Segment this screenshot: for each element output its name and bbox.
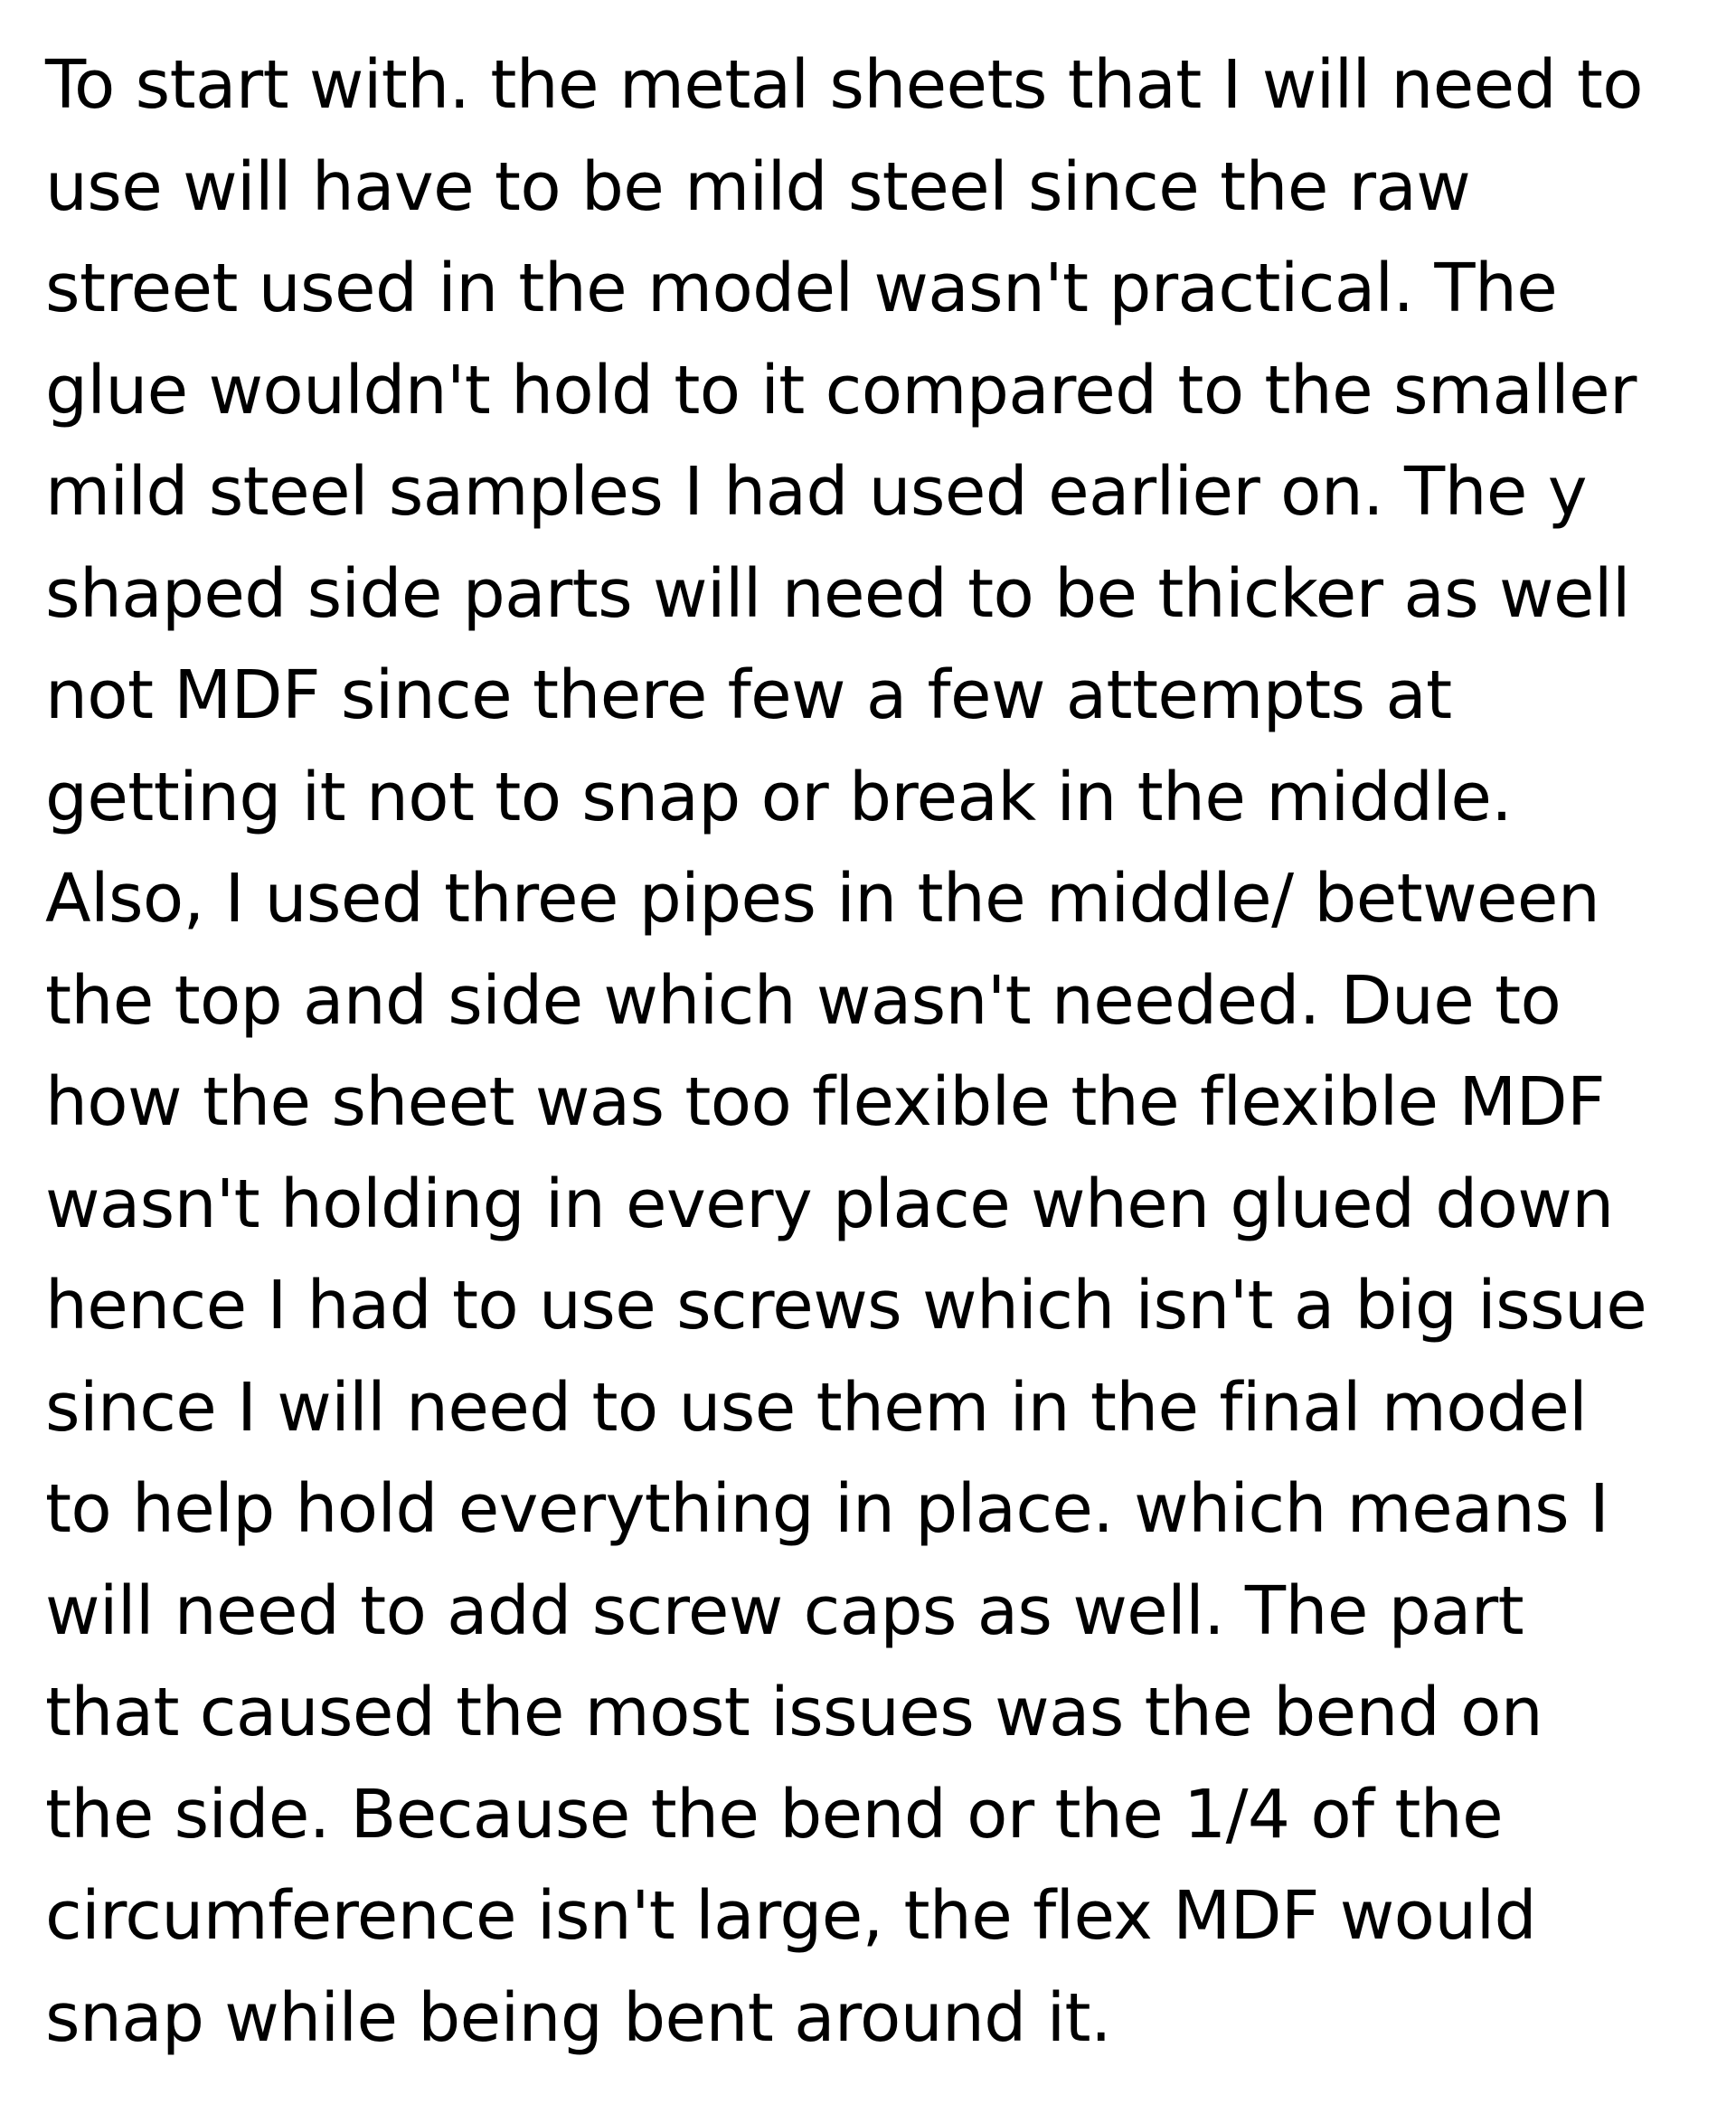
text-line: mild steel samples I had used earlier on. The y — [45, 453, 1587, 531]
text-line: since I will need to use them in the final model — [45, 1368, 1588, 1447]
text-line: not MDF since there few a few attempts at — [45, 656, 1452, 734]
text-line: street used in the model wasn't practical. The — [45, 250, 1558, 327]
text-line: wasn't holding in every place when glued down — [45, 1165, 1614, 1243]
text-line: circumference isn't large, the flex MDF would — [45, 1877, 1536, 1955]
text-line: will need to add screw caps as well. The part — [45, 1571, 1524, 1650]
text-line: snap while being bent around it. — [45, 1978, 1111, 2057]
text-line: to help hold everything in place. which means I — [45, 1470, 1609, 1548]
text-line: the side. Because the bend or the 1/4 of the — [45, 1775, 1504, 1854]
text-line: the top and side which wasn't needed. Due to — [45, 961, 1561, 1040]
document-text — [45, 34, 1727, 2069]
text-line: glue wouldn't hold to it compared to the smaller — [45, 351, 1637, 429]
text-line: To start with. the metal sheets that I will need to — [45, 46, 1643, 124]
text-line: hence I had to use screws which isn't a big issue — [45, 1267, 1647, 1344]
text-line: that caused the most issues was the bend on — [45, 1674, 1543, 1751]
text-line: shaped side parts will need to be thicker as well — [45, 554, 1630, 633]
text-line: getting it not to snap or break in the middle. — [45, 758, 1513, 836]
text-line: Also, I used three pipes in the middle/ between — [45, 860, 1600, 938]
text-line: use will have to be mild steel since the raw — [45, 147, 1471, 226]
text-line: how the sheet was too flexible the flexible MDF — [45, 1063, 1605, 1141]
